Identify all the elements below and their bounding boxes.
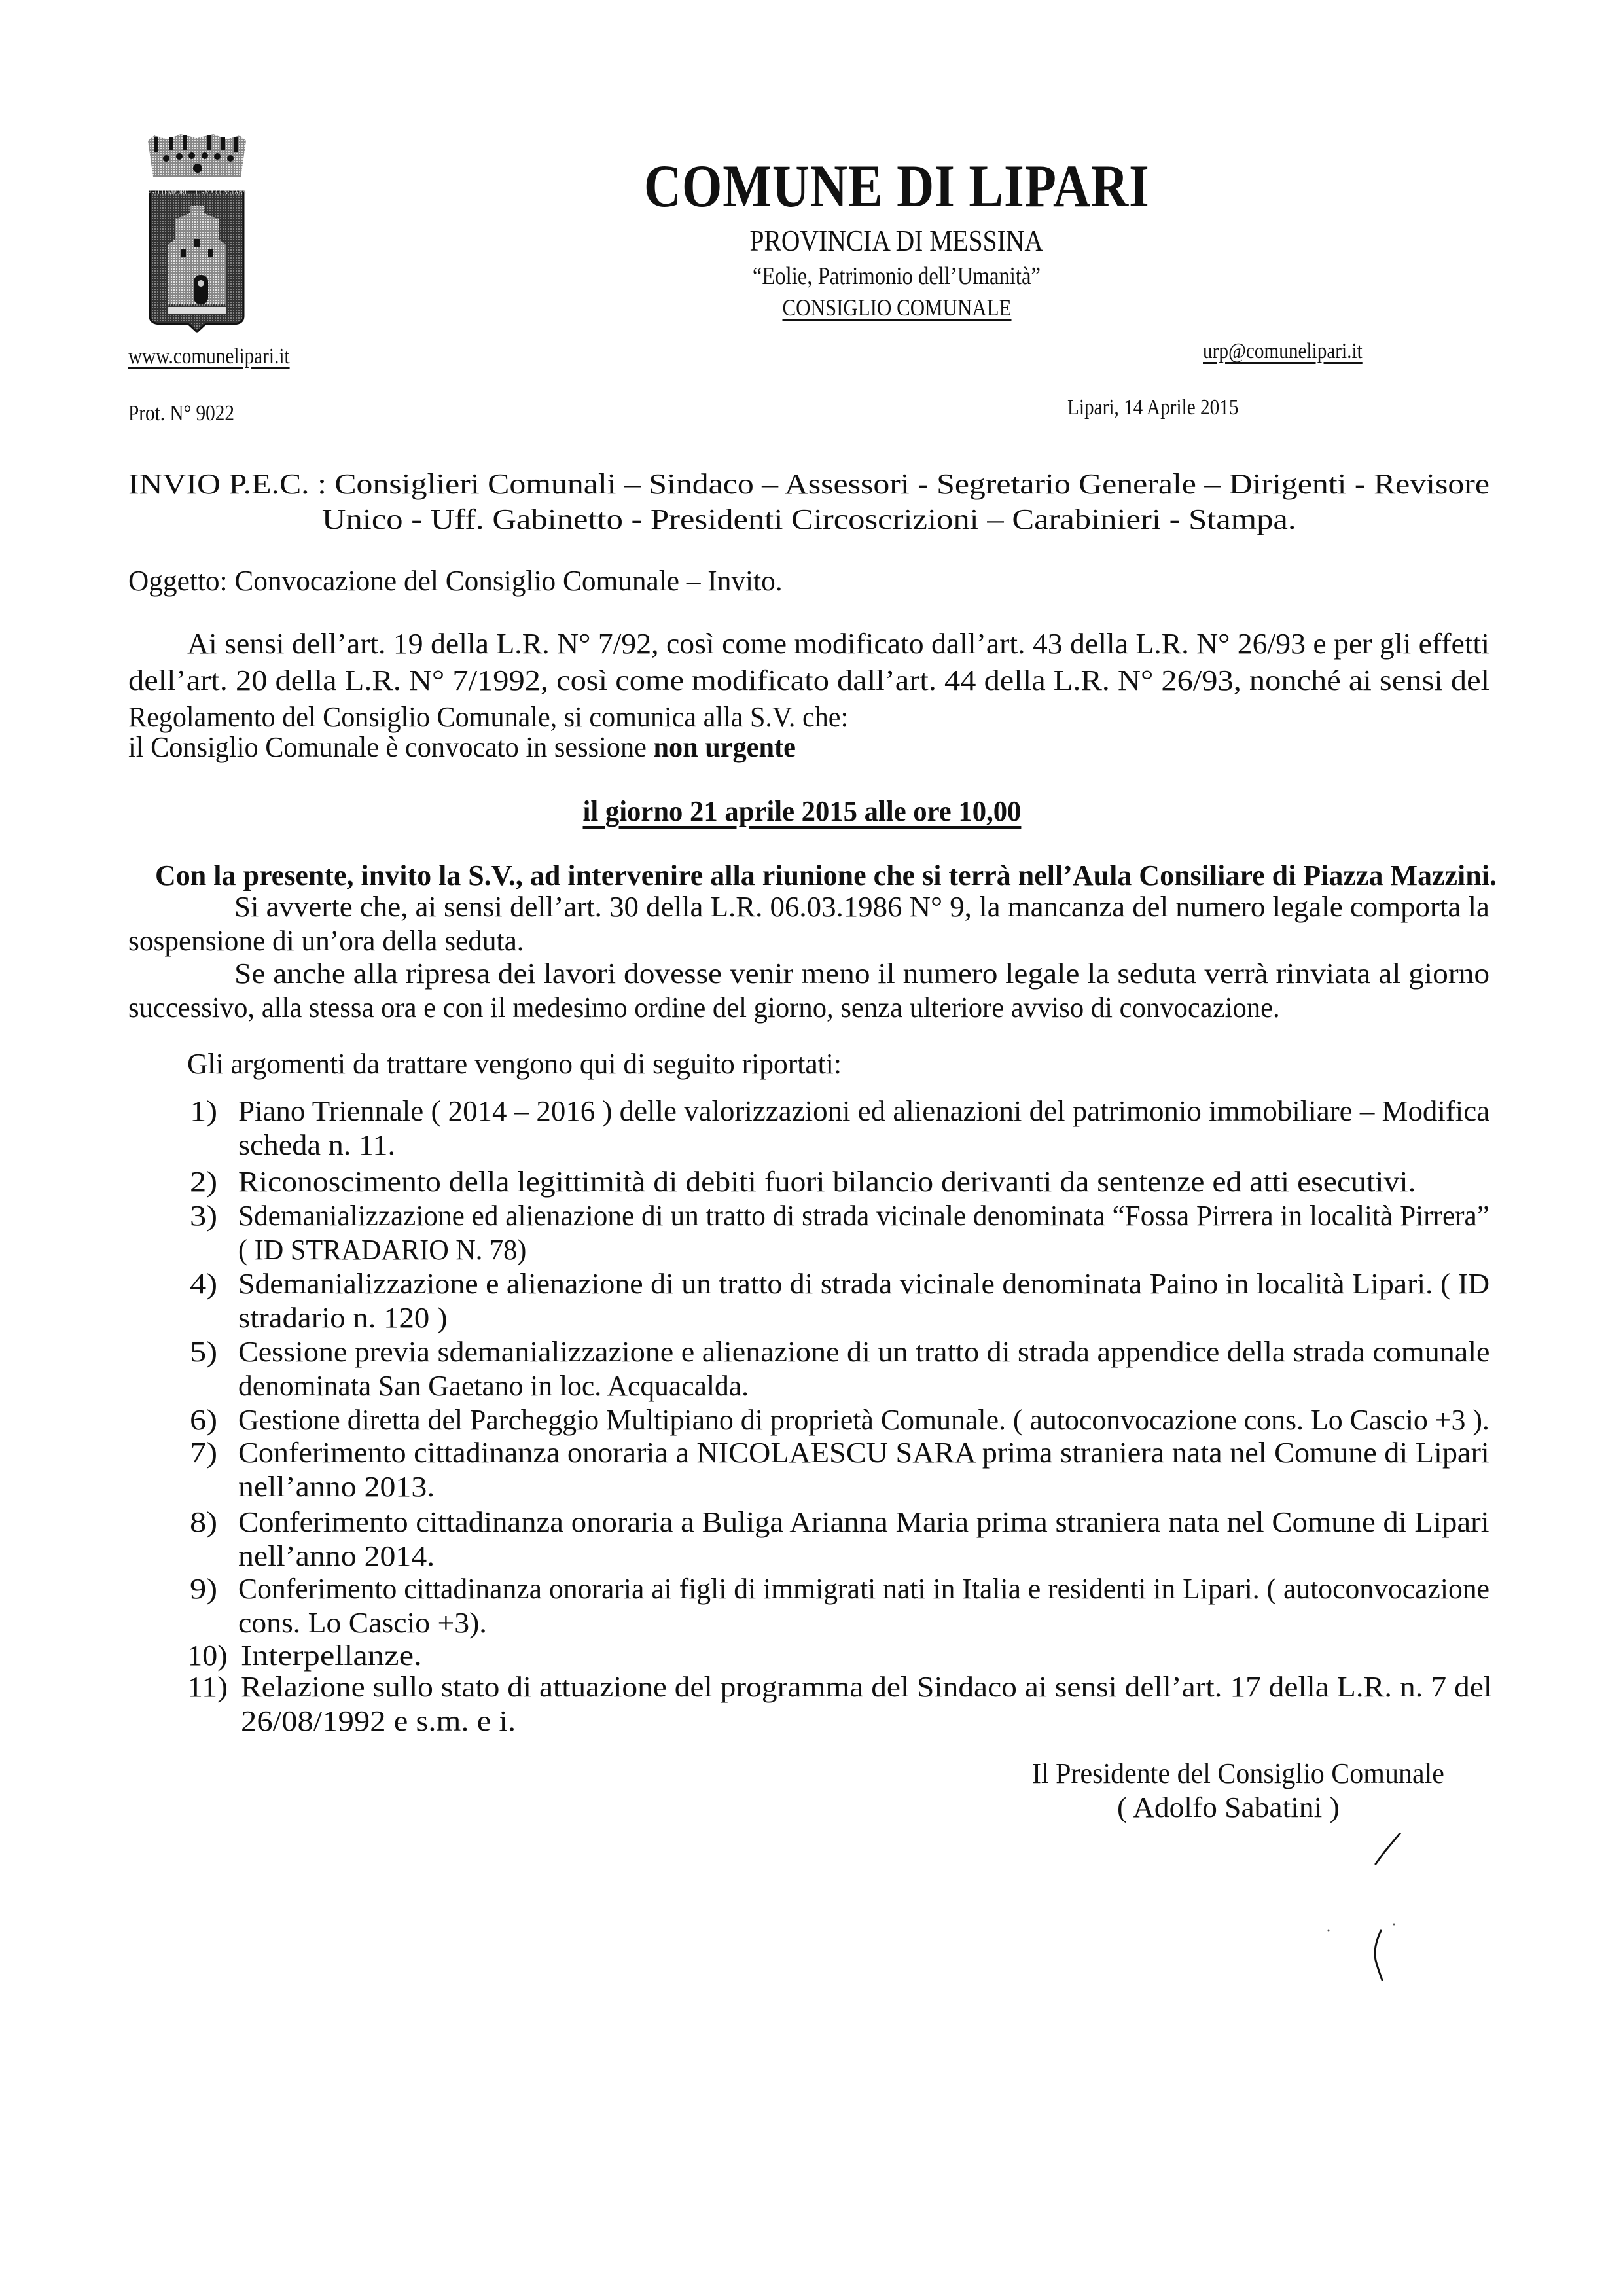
agenda-item-text: nell’anno 2013.: [238, 1471, 435, 1503]
intro-line-1: Ai sensi dell’art. 19 della L.R. N° 7/92, così come modificato dall’art. 43 della L.R. N° 26/93 e per gli effetti: [187, 628, 1489, 660]
agenda-item-number: 2): [190, 1166, 218, 1198]
council-name: CONSIGLIO COMUNALE: [781, 295, 1012, 321]
agenda-item-text: cons. Lo Cascio +3).: [238, 1607, 487, 1639]
agenda-item-number: 8): [190, 1506, 218, 1538]
agenda-item-text: denominata San Gaetano in loc. Acquacalda.: [238, 1370, 749, 1402]
agenda-item-text: scheda n. 11.: [238, 1129, 396, 1161]
agenda-item-number: 4): [190, 1268, 218, 1300]
handwritten-signature-icon: [1302, 1833, 1433, 2003]
agenda-item-text: Cessione previa sdemanializzazione e alienazione di un tratto di strada appendice della strada comunale: [238, 1336, 1490, 1368]
intro-line-2: dell’art. 20 della L.R. N° 7/1992, così come modificato dall’art. 44 della L.R. N° 26/93, nonché ai sensi del: [128, 664, 1490, 696]
agenda-item-text: Conferimento cittadinanza onoraria a Buliga Arianna Maria prima straniera nata nel Comune di Lipari: [238, 1506, 1489, 1538]
session-type: non urgente: [653, 731, 796, 763]
agenda-item-text: 26/08/1992 e s.m. e i.: [241, 1705, 516, 1737]
warning-line-2: sospensione di un’ora della seduta.: [128, 925, 524, 957]
agenda-item-number: 11): [187, 1671, 228, 1703]
agenda-item-text: Sdemanializzazione e alienazione di un tratto di strada vicinale denominata Paino in località Lipari. ( ID: [238, 1268, 1490, 1300]
agenda-item-text: Sdemanializzazione ed alienazione di un tratto di strada vicinale denominata “Fossa Pirrera in località Pirrera”: [238, 1200, 1489, 1232]
intro-line-4: [128, 733, 796, 762]
agenda-intro: Gli argomenti da trattare vengono qui di seguito riportati:: [187, 1048, 842, 1080]
agenda-item-number: 7): [190, 1437, 218, 1469]
agenda-item-text: Relazione sullo stato di attuazione del programma del Sindaco ai sensi dell’art. 17 della L.R. n. 7 del: [241, 1671, 1492, 1703]
agenda-item-text: ( ID STRADARIO N. 78): [238, 1234, 527, 1266]
subject-line: Oggetto: Convocazione del Consiglio Comunale – Invito.: [128, 565, 783, 597]
intro-line-3: Regolamento del Consiglio Comunale, si comunica alla S.V. che:: [128, 701, 849, 733]
signatory-role: Il Presidente del Consiglio Comunale: [1032, 1757, 1444, 1789]
protocol-number: Prot. N° 9022: [128, 401, 234, 425]
warning-line-1: Si avverte che, ai sensi dell’art. 30 della L.R. 06.03.1986 N° 9, la mancanza del numero legale comporta la: [234, 891, 1489, 923]
signatory-name: ( Adolfo Sabatini ): [1117, 1791, 1340, 1823]
agenda-item-text: Interpellanze.: [241, 1640, 422, 1672]
agenda-item-text: Conferimento cittadinanza onoraria a NICOLAESCU SARA prima straniera nata nel Comune di Lipari: [238, 1437, 1489, 1469]
motto: “Eolie, Patrimonio dell’Umanità”: [752, 262, 1041, 290]
recipients-line-2: Unico - Uff. Gabinetto - Presidenti Circoscrizioni – Carabinieri - Stampa.: [321, 503, 1296, 535]
agenda-item-number: 5): [190, 1336, 218, 1368]
agenda-item-text: Gestione diretta del Parcheggio Multipiano di proprietà Comunale. ( autoconvocazione cons. Lo Cascio +3 ).: [238, 1404, 1489, 1436]
agenda-item-text: stradario n. 120 ): [238, 1302, 448, 1334]
agenda-item-number: 10): [187, 1640, 228, 1672]
municipality-title: COMUNE DI LIPARI: [643, 152, 1150, 219]
province-name: PROVINCIA DI MESSINA: [749, 224, 1044, 257]
website-link[interactable]: www.comunelipari.it: [128, 344, 290, 368]
intro-line-4-text: il Consiglio Comunale è convocato in sessione: [128, 731, 654, 763]
agenda-item-number: 9): [190, 1573, 218, 1605]
agenda-item-text: Piano Triennale ( 2014 – 2016 ) delle valorizzazioni ed alienazioni del patrimonio immobiliare – Modifica: [238, 1095, 1490, 1127]
warning-line-3: Se anche alla ripresa dei lavori dovesse venir meno il numero legale la seduta verrà rinviata al giorno: [234, 958, 1490, 990]
agenda-item-number: 6): [190, 1404, 218, 1436]
agenda-item-text: Conferimento cittadinanza onoraria ai figli di immigrati nati in Italia e residenti in Lipari. ( autoconvocazione: [238, 1573, 1489, 1605]
invitation-text: Con la presente, invito la S.V., ad intervenire alla riunione che si terrà nell’Aula Consiliare di Piazza Mazzini.: [155, 859, 1497, 891]
agenda-item-number: 3): [190, 1200, 218, 1232]
agenda-item-number: 1): [190, 1095, 218, 1127]
agenda-item-text: nell’anno 2014.: [238, 1540, 435, 1572]
agenda-item-text: Riconoscimento della legittimità di debiti fuori bilancio derivanti da sentenze ed atti esecutivi.: [238, 1166, 1416, 1198]
warning-line-4: successivo, alla stessa ora e con il medesimo ordine del giorno, senza ulteriore avviso di convocazione.: [128, 992, 1280, 1024]
crest-motto-lettering: PRO TEMPORE ... FIRMA CONSTANS: [148, 190, 246, 196]
email-link[interactable]: urp@comunelipari.it: [1203, 339, 1363, 363]
place-date: Lipari, 14 Aprile 2015: [1067, 395, 1239, 420]
session-date: il giorno 21 aprile 2015 alle ore 10,00: [582, 795, 1022, 827]
recipients-line-1: INVIO P.E.C. : Consiglieri Comunali – Sindaco – Assessori - Segretario Generale – Dirigenti - Revisore: [128, 468, 1489, 500]
